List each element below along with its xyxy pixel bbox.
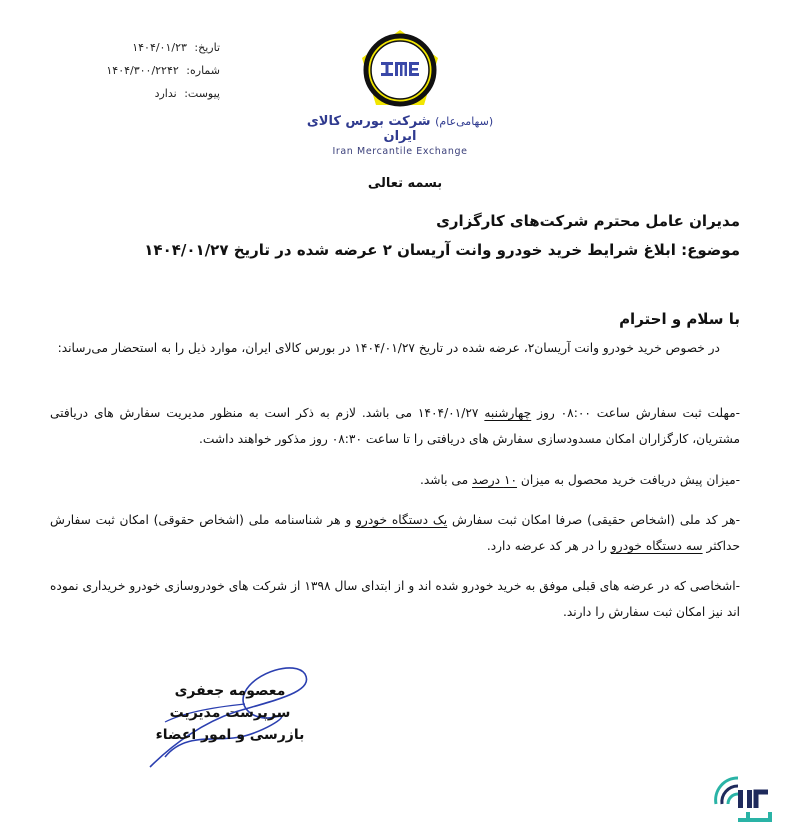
condition-item-prepayment — [50, 467, 740, 493]
attachment-row — [100, 82, 220, 105]
ime-logo — [300, 28, 500, 157]
greeting-line: با سلام و احترام — [619, 310, 740, 328]
date-row — [100, 36, 220, 59]
item-text: و هر شناسنامه ملی (اشخاص حقوقی) امکان ثبت سفارش حداکثر — [50, 513, 740, 553]
underlined-quota-legal: سه دستگاه خودرو — [610, 539, 703, 553]
attachment-value: ندارد — [154, 87, 177, 100]
condition-item-previous-buyers — [50, 573, 740, 625]
signature-block — [150, 680, 310, 746]
logo-persian-suffix: (سهامی‌عام) — [435, 115, 494, 128]
number-value: ۱۴۰۴/۳۰۰/۲۲۴۲ — [106, 64, 179, 77]
bismillah-heading: بسمه تعالی — [367, 176, 443, 191]
underlined-percent: ۱۰ درصد — [472, 473, 518, 487]
item-text: -میزان پیش دریافت خرید محصول به میزان — [517, 473, 740, 487]
ime-emblem-icon — [359, 28, 441, 110]
logo-persian-title: شرکت بورس کالای ایران — [306, 114, 431, 144]
attachment-label: پیوست: — [184, 87, 220, 100]
date-label: تاریخ: — [194, 41, 220, 54]
item-text: را در هر کد عرضه دارد. — [486, 539, 611, 553]
number-row — [100, 59, 220, 82]
condition-item-quota — [50, 507, 740, 559]
addressee-line: مدیران عامل محترم شرکت‌های کارگزاری — [436, 212, 740, 230]
signer-title-line1: سرپرست مدیریت — [169, 705, 291, 721]
number-label: شماره: — [186, 64, 220, 77]
item-text: -مهلت ثبت سفارش ساعت ۰۸:۰۰ روز — [531, 406, 741, 420]
item-text: -هر کد ملی (اشخاص حقیقی) صرفا امکان ثبت سفارش — [447, 513, 740, 527]
condition-item-deadline — [50, 400, 740, 452]
item-text: -اشخاصی که در عرضه های قبلی موفق به خرید خودرو شده اند و از ابتدای سال ۱۳۹۸ از شرکت های خودروسازی خودرو خریداری نموده اند نیز امکان ثبت سفارش را دارند. — [50, 579, 740, 619]
subject-line: موضوع: ابلاغ شرایط خرید خودرو وانت آریسان ۲ عرضه شده در تاریخ ۱۴۰۴/۰۱/۲۷ — [144, 241, 740, 259]
item-text: می باشد. — [419, 473, 472, 487]
kala-khabar-watermark-icon — [708, 770, 784, 826]
letter-metadata — [100, 36, 220, 105]
signer-name: معصومه جعفری — [174, 683, 286, 699]
logo-persian-name — [300, 114, 500, 144]
date-value: ۱۴۰۴/۰۱/۲۳ — [132, 41, 187, 54]
intro-paragraph: در خصوص خرید خودرو وانت آریسان۲، عرضه شده در تاریخ ۱۴۰۴/۰۱/۲۷ در بورس کالای ایران، موارد ذیل را به استحضار می‌رساند: — [57, 341, 720, 355]
underlined-quota-individual: یک دستگاه خودرو — [356, 513, 448, 527]
underlined-day: چهارشنبه — [484, 406, 532, 420]
signer-title-line2: بازرسی و امور اعضاء — [155, 727, 305, 743]
logo-english-name: Iran Mercantile Exchange — [332, 146, 468, 157]
item-text: ۱۴۰۴/۰۱/۲۷ می باشد. لازم به ذکر است به منظور مدیریت سفارش های دریافتی مشتریان، کارگزاران امکان مسدودسازی سفارش های دریافتی را تا ساعت ۰۸:۳۰ روز مذکور خواهند داشت. — [50, 406, 740, 446]
